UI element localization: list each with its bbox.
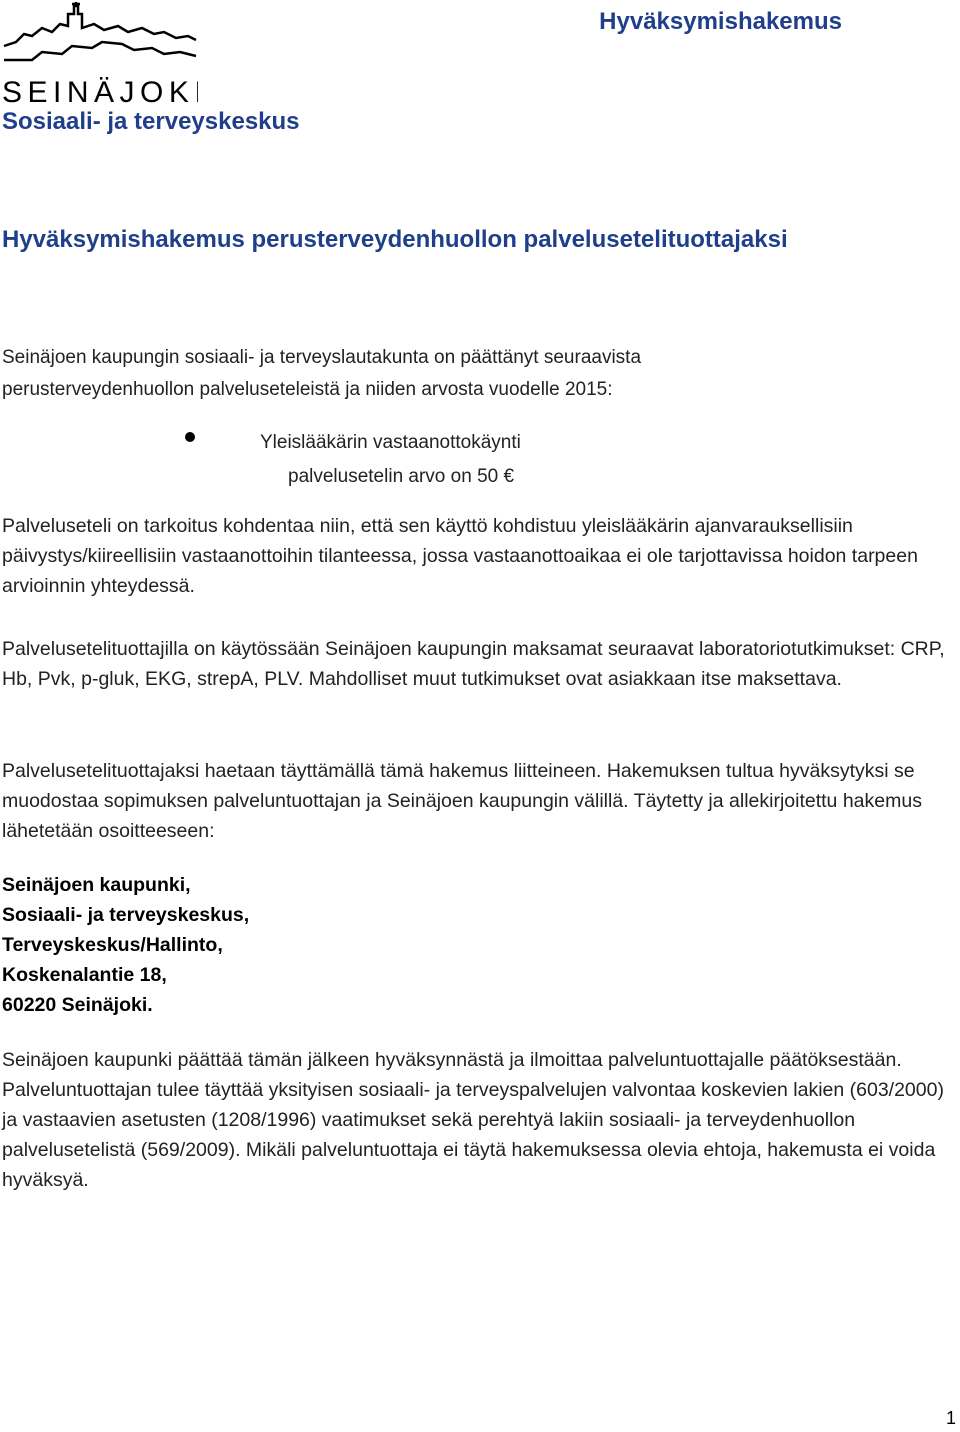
logo-wordmark: SEINÄJOKI bbox=[2, 76, 198, 106]
paragraph-application: Palvelusetelituottajaksi haetaan täyttämällä tämä hakemus liitteineen. Hakemuksen tultua hyväksytyksi se muodostaa sopimuksen palveluntuottajan ja Seinäjoen kaupungin välillä. Täytetty ja allekirjoitettu hakemus lähetetään osoitteeseen: bbox=[2, 760, 922, 842]
document-label: Hyväksymishakemus bbox=[599, 8, 842, 35]
address-line: Seinäjoen kaupunki, bbox=[2, 874, 191, 896]
address-line: Koskenalantie 18, bbox=[2, 964, 167, 986]
address-line: Terveyskeskus/Hallinto, bbox=[2, 934, 223, 956]
paragraph-decision: Seinäjoen kaupunki päättää tämän jälkeen hyväksynnästä ja ilmoittaa palveluntuottajalle päätöksestään. Palveluntuottajan tulee täyttää yksityisen sosiaali- ja terveyspalvelujen valvontaa koskevien lakien (603/2000) ja vastaavien asetusten (1208/1996) vaatimukset sekä perehtyä lakiin sosiaali- ja terveydenhuollon palvelusetelistä (569/2009). Mikäli palveluntuottaja ei täytä hakemuksessa olevia ehtoja, hakemusta ei voida hyväksyä. bbox=[2, 1049, 944, 1191]
intro-text bbox=[2, 342, 902, 406]
paragraph-laboratory: Palvelusetelituottajilla on käytössään Seinäjoen kaupungin maksamat seuraavat laboratoriotutkimukset: CRP, Hb, Pvk, p-gluk, EKG, strepA, PLV. Mahdolliset muut tutkimukset ovat asiakkaan itse maksettava. bbox=[2, 638, 945, 690]
skyline-icon bbox=[2, 2, 198, 106]
address-line: Sosiaali- ja terveyskeskus, bbox=[2, 904, 250, 926]
paragraph-targeting: Palveluseteli on tarkoitus kohdentaa niin, että sen käyttö kohdistuu yleislääkärin ajanvarauksellisiin päivystys/kiireellisiin vastaanottoihin tilanteessa, jossa vastaanottoaikaa ei ole tarjottavissa hoidon tarpeen arvioinnin yhteydessä. bbox=[2, 515, 918, 597]
seinajoki-logo bbox=[2, 2, 198, 106]
organization-name: Sosiaali- ja terveyskeskus bbox=[2, 108, 300, 135]
intro-line-2: perusterveydenhuollon palveluseteleistä ja niiden arvosta vuodelle 2015: bbox=[2, 379, 613, 400]
mailing-address bbox=[2, 870, 249, 1020]
intro-line-1: Seinäjoen kaupungin sosiaali- ja terveyslautakunta on päättänyt seuraavista bbox=[2, 347, 642, 368]
bullet-icon bbox=[185, 432, 195, 442]
service-value: palvelusetelin arvo on 50 € bbox=[288, 466, 515, 487]
address-line: 60220 Seinäjoki. bbox=[2, 994, 153, 1016]
page-number: 1 bbox=[945, 1408, 956, 1428]
page-title: Hyväksymishakemus perusterveydenhuollon palvelusetelituottajaksi bbox=[2, 226, 788, 253]
service-item bbox=[260, 426, 521, 494]
service-name: Yleislääkärin vastaanottokäynti bbox=[260, 432, 521, 453]
